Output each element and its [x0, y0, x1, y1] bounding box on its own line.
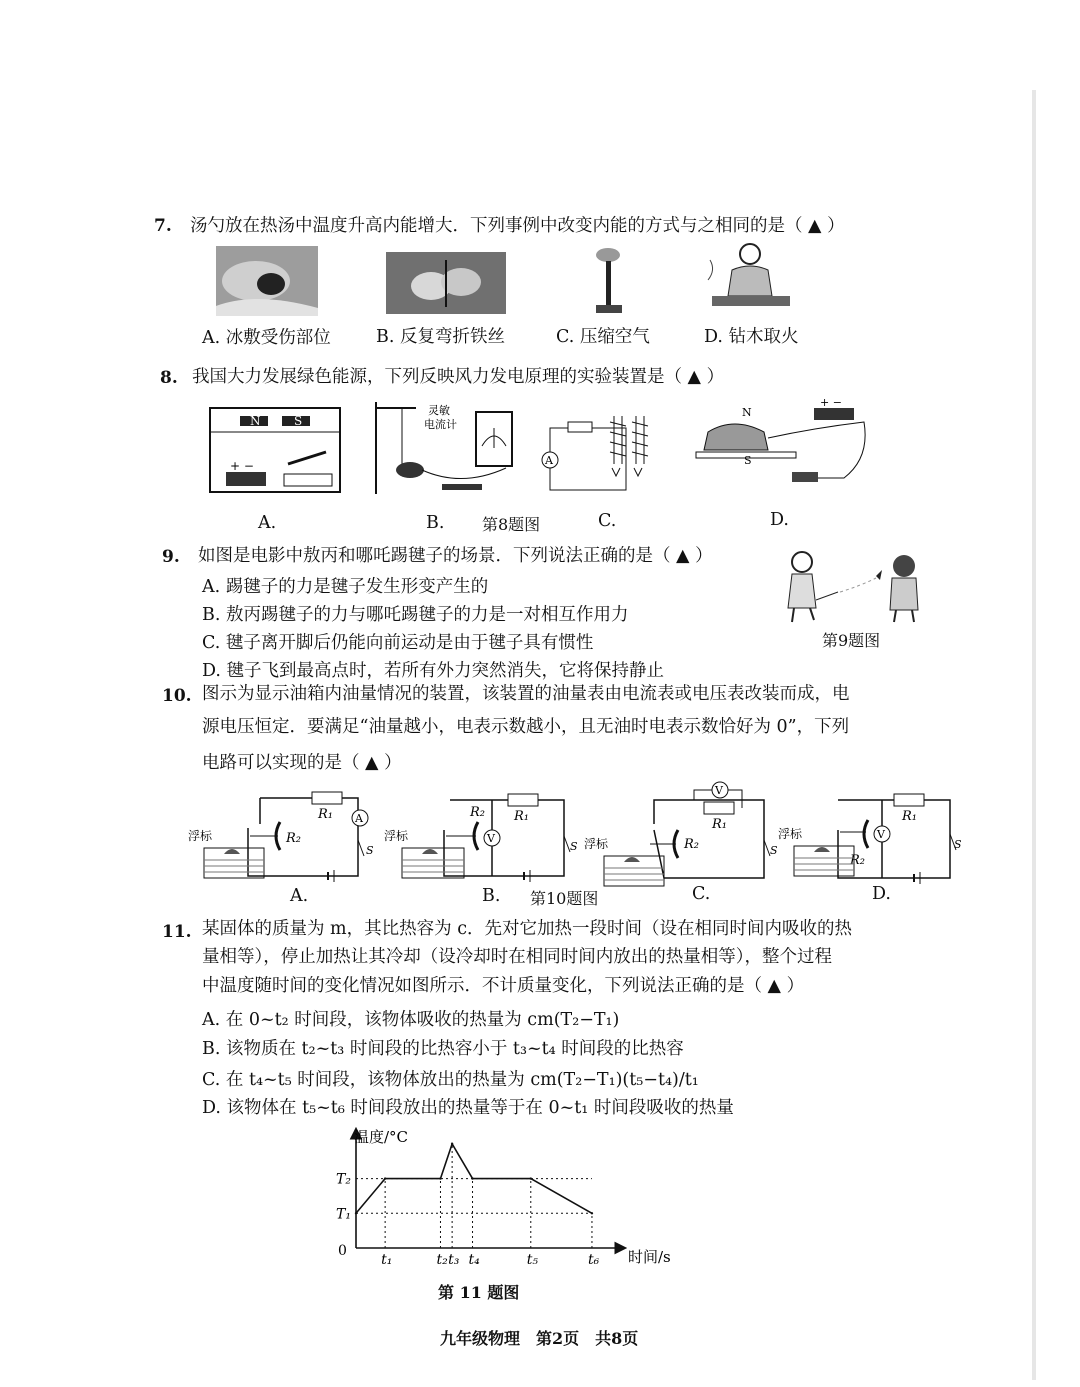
- q9-option-b: B. 敖丙踢毽子的力与哪吒踢毽子的力是一对相互作用力: [202, 605, 629, 625]
- chart-x-tick-label-1: t₁: [381, 1252, 393, 1268]
- q11-chart: [318, 1122, 698, 1274]
- q7-number: 7.: [154, 216, 172, 236]
- q10b-meter: V: [487, 832, 495, 845]
- q11-option-d: D. 该物体在 t₅~t₆ 时间段放出的热量等于在 0~t₁ 时间段吸收的热量: [202, 1098, 734, 1118]
- q10-label-c: C.: [692, 884, 711, 904]
- chart-point-7: [591, 1212, 593, 1214]
- chart-point-3: [439, 1177, 441, 1179]
- q8-label-c: C.: [598, 511, 617, 531]
- q10-caption: 第10题图: [530, 889, 599, 908]
- q7-photo-d: [702, 240, 798, 316]
- q9-number: 9.: [162, 547, 180, 567]
- chart-y-tick-label-1: T₁: [336, 1206, 351, 1223]
- q10-number: 10.: [162, 686, 192, 706]
- q11-stem-line-3: 中温度随时间的变化情况如图所示．不计质量变化，下列说法正确的是（ ▲ ）: [202, 976, 805, 996]
- q8-stem: 我国大力发展绿色能源，下列反映风力发电原理的实验装置是（ ▲ ）: [192, 367, 725, 387]
- q10d-r1: R₁: [902, 809, 917, 824]
- q8-figure-a: [206, 404, 344, 496]
- q10-label-b: B.: [482, 886, 501, 906]
- chart-y-axis-label: 温度/°C: [354, 1128, 409, 1146]
- q8-figure-d: [694, 398, 870, 490]
- q10a-r2: R₂: [286, 831, 301, 846]
- q10-circuit-a: [188, 788, 378, 888]
- q8a-n-label: N: [250, 414, 261, 428]
- q9-option-c: C. 毽子离开脚后仍能向前运动是由于毽子具有惯性: [202, 633, 594, 653]
- q10a-r1: R₁: [318, 807, 333, 822]
- q11-caption: 第 11 题图: [438, 1283, 520, 1302]
- q7-photo-c: [588, 245, 632, 317]
- q8-label-d: D.: [770, 510, 789, 530]
- q10d-meter: V: [877, 828, 885, 841]
- q11-number: 11.: [162, 922, 192, 942]
- q10-circuit-b: [384, 790, 584, 888]
- q10-circuit-c: [584, 780, 780, 890]
- chart-point-1: [355, 1212, 357, 1214]
- chart-x-tick-label-6: t₆: [587, 1252, 600, 1268]
- q9-stem: 如图是电影中敖丙和哪吒踢毽子的场景．下列说法正确的是（ ▲ ）: [198, 546, 713, 566]
- q10b-r1: R₁: [514, 809, 529, 824]
- q11-chart-svg: [318, 1122, 698, 1274]
- q10c-float: 浮标: [584, 837, 609, 851]
- q8a-pm-label: + −: [230, 459, 254, 473]
- q10d-float: 浮标: [778, 827, 803, 841]
- chart-point-6: [530, 1177, 532, 1179]
- q7-stem: 汤勺放在热汤中温度升高内能增大．下列事例中改变内能的方式与之相同的是（ ▲ ）: [190, 216, 845, 236]
- q9-figure: [780, 548, 924, 626]
- q10a-meter: A: [355, 812, 363, 825]
- q11-stem-line-2: 量相等），停止加热让其冷却（设冷却时在相同时间内放出的热量相等），整个过程: [202, 947, 832, 967]
- q8-label-b: B.: [426, 513, 445, 533]
- q7-photo-a: [216, 246, 318, 316]
- q10-circuit-d: [778, 786, 966, 890]
- q8b-label-2: 电流计: [424, 418, 457, 431]
- q11-stem-line-1: 某固体的质量为 m，其比热容为 c．先对它加热一段时间（设在相同时间内吸收的热: [202, 919, 853, 939]
- page-edge: [1032, 90, 1036, 1380]
- q8-label-a: A.: [258, 513, 277, 533]
- q8-number: 8.: [160, 368, 178, 388]
- q8d-s-label: S: [744, 454, 752, 467]
- q10b-r2: R₂: [470, 805, 485, 820]
- chart-origin-label: 0: [338, 1243, 347, 1259]
- q10-stem-line-2: 源电压恒定．要满足“油量越小，电表示数越小，且无油时电表示数恰好为 0”，下列: [202, 717, 850, 737]
- chart-y-tick-label-2: T₂: [336, 1171, 351, 1188]
- page-footer: 九年级物理 第2页 共8页: [440, 1329, 639, 1348]
- chart-point-4: [451, 1143, 453, 1145]
- q7-option-d: D. 钻木取火: [704, 327, 799, 347]
- q10b-float: 浮标: [384, 829, 409, 843]
- q10b-switch: S: [570, 840, 578, 853]
- q7-photo-b: [386, 252, 506, 314]
- chart-point-2: [384, 1177, 386, 1179]
- q10a-float: 浮标: [188, 829, 213, 843]
- q8-caption: 第8题图: [482, 515, 541, 534]
- q11-option-a: A. 在 0~t₂ 时间段，该物体吸收的热量为 cm(T₂−T₁): [202, 1010, 620, 1030]
- q9-option-a: A. 踢毽子的力是毽子发生形变产生的: [202, 577, 489, 597]
- q10-stem-line-3: 电路可以实现的是（ ▲ ）: [202, 753, 402, 773]
- q10-label-a: A.: [290, 886, 309, 906]
- q8b-label-1: 灵敏: [428, 404, 450, 417]
- chart-x-tick-label-3: t₃: [448, 1252, 460, 1268]
- q9-caption: 第9题图: [822, 631, 881, 650]
- q8c-ammeter-label: A: [545, 454, 553, 467]
- q10c-r2: R₂: [684, 837, 699, 852]
- q7-option-a: A. 冰敷受伤部位: [202, 328, 331, 348]
- chart-x-tick-label-2: t₂: [436, 1252, 448, 1268]
- q10d-r2: R₂: [850, 853, 865, 868]
- q8d-pm-label: + −: [820, 398, 842, 409]
- q10c-switch: S: [770, 844, 778, 857]
- q8d-n-label: N: [742, 406, 752, 419]
- q10a-switch: S: [366, 844, 374, 857]
- q7-option-b: B. 反复弯折铁丝: [376, 327, 505, 347]
- q10d-switch: S: [954, 838, 962, 851]
- q8-figure-b: [372, 398, 516, 498]
- q8a-s-label: S: [294, 414, 303, 428]
- q9-option-d: D. 毽子飞到最高点时，若所有外力突然消失，它将保持静止: [202, 661, 665, 681]
- q10-stem-line-1: 图示为显示油箱内油量情况的装置，该装置的油量表由电流表或电压表改装而成，电: [202, 684, 850, 704]
- q10-label-d: D.: [872, 884, 891, 904]
- q11-option-b: B. 该物质在 t₂~t₃ 时间段的比热容小于 t₃~t₄ 时间段的比热容: [202, 1039, 684, 1059]
- q8-figure-c: [540, 408, 680, 496]
- q7-option-c: C. 压缩空气: [556, 327, 650, 347]
- chart-point-5: [471, 1177, 473, 1179]
- chart-x-axis-label: 时间/s: [628, 1248, 671, 1266]
- q11-option-c: C. 在 t₄~t₅ 时间段，该物体放出的热量为 cm(T₂−T₁)(t₅−t₄)/t₁: [202, 1070, 699, 1090]
- q10c-meter: V: [715, 784, 723, 797]
- chart-x-tick-label-4: t₄: [468, 1252, 480, 1268]
- q10c-r1: R₁: [712, 817, 727, 832]
- chart-x-tick-label-5: t₅: [526, 1252, 539, 1268]
